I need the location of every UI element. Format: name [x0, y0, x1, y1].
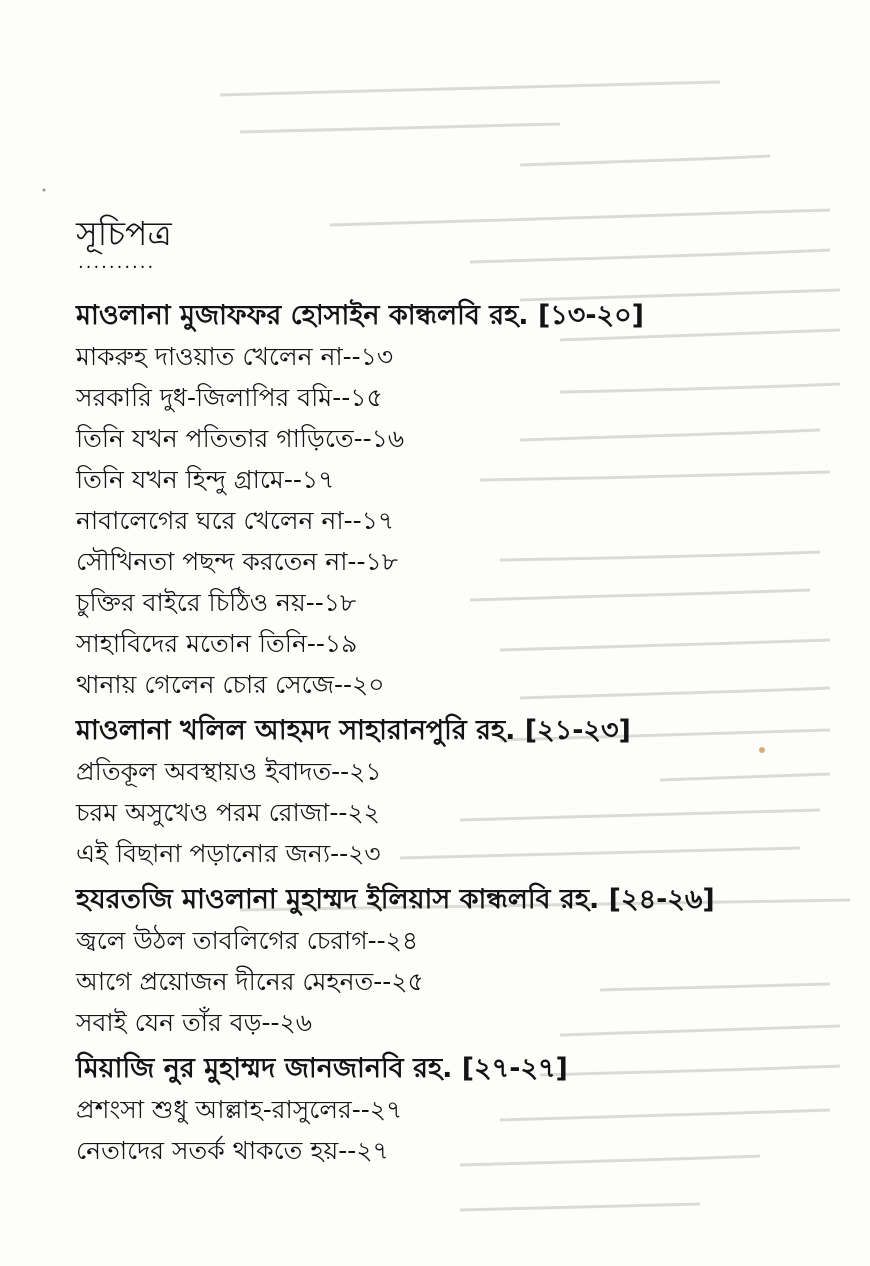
toc-entry: চরম অসুখেও পরম রোজা--২২ [76, 798, 380, 827]
toc-entry: সবাই যেন তাঁর বড়--২৬ [76, 1008, 313, 1037]
toc-entry: তিনি যখন হিন্দু গ্রামে--১৭ [76, 465, 335, 494]
title-underline-dots: .......... [78, 252, 156, 273]
toc-section [76, 711, 796, 874]
toc-entry: জ্বলে উঠল তাবলিগের চেরাগ--২৪ [76, 926, 419, 955]
toc-entry: আগে প্রয়োজন দীনের মেহনত--২৫ [76, 967, 424, 996]
toc-entry: প্রশংসা শুধু আল্লাহ-রাসুলের--২৭ [76, 1095, 403, 1124]
table-of-contents [76, 212, 796, 1177]
toc-entry: থানায় গেলেন চোর সেজে--২০ [76, 670, 385, 699]
toc-entry: সাহাবিদের মতোন তিনি--১৯ [76, 629, 358, 658]
toc-entry: তিনি যখন পতিতার গাড়িতে--১৬ [76, 424, 405, 453]
page-title: সূচিপত্র [76, 214, 172, 253]
section-heading: মাওলানা খলিল আহমদ সাহারানপুরি রহ. [২১-২৩] [76, 715, 631, 746]
toc-entry: নাবালেগের ঘরে খেলেন না--১৭ [76, 506, 395, 535]
toc-entry: মাকরুহ দাওয়াত খেলেন না--১৩ [76, 342, 394, 371]
toc-entry: চুক্তির বাইরে চিঠিও নয়--১৮ [76, 588, 357, 617]
toc-entry: এই বিছানা পড়ানোর জন্য--২৩ [76, 839, 381, 868]
section-heading: মাওলানা মুজাফফর হোসাইন কান্ধলবি রহ. [১৩-২০] [76, 300, 645, 331]
section-heading: হযরতজি মাওলানা মুহাম্মদ ইলিয়াস কান্ধলবি রহ. [২৪-২৬] [76, 884, 715, 915]
toc-section [76, 880, 796, 1043]
toc-section [76, 296, 796, 705]
toc-section [76, 1049, 796, 1171]
toc-entry: সরকারি দুধ-জিলাপির বমি--১৫ [76, 383, 383, 412]
toc-entry: প্রতিকূল অবস্থায়ও ইবাদত--২১ [76, 757, 382, 786]
toc-entry: সৌখিনতা পছন্দ করতেন না--১৮ [76, 547, 398, 576]
toc-entry: নেতাদের সতর্ক থাকতে হয়--২৭ [76, 1136, 389, 1165]
section-heading: মিয়াজি নুর মুহাম্মদ জানজানবি রহ. [২৭-২৭] [76, 1053, 568, 1084]
